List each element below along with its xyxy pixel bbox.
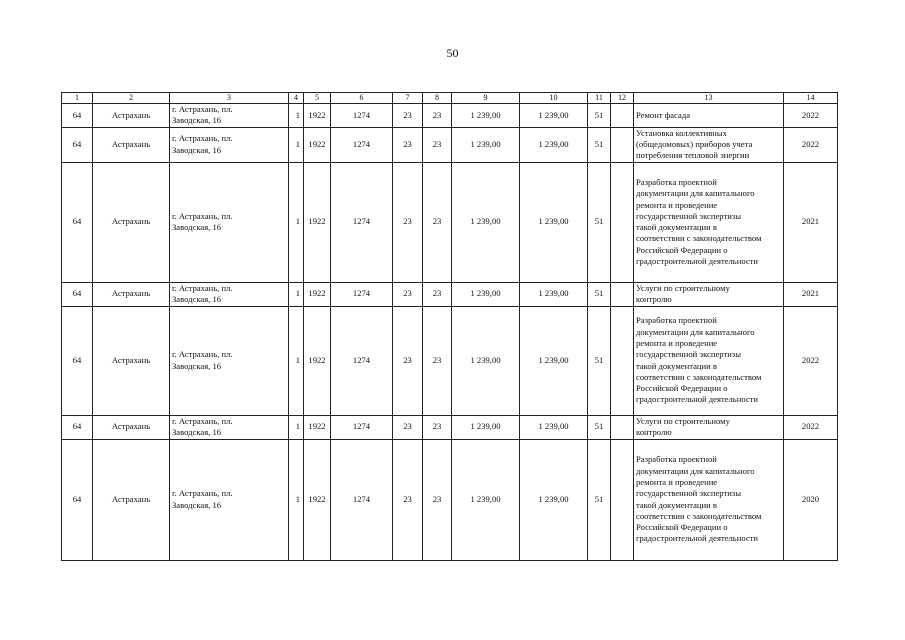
cell-address-line: г. Астрахань, пл. [172, 349, 233, 360]
cell-number [62, 439, 93, 560]
cell-col7-line: 23 [403, 138, 412, 149]
cell-address-line: Заводская, 16 [172, 427, 222, 438]
cell-col4 [289, 282, 304, 306]
cell-number [62, 306, 93, 415]
cell-planned-year [784, 282, 838, 306]
cell-work-type-line: Разработка проектной [636, 315, 717, 326]
column-header: 3 [170, 93, 289, 104]
cell-col9-line: 1 239,00 [470, 354, 501, 365]
cell-col8-line: 23 [432, 216, 442, 227]
column-header: 13 [634, 93, 784, 104]
table-row [62, 127, 838, 162]
cell-col4 [289, 127, 304, 162]
cell-col11 [588, 306, 611, 415]
cell-col4-line: 1 [295, 109, 300, 120]
cell-number-line: 64 [72, 421, 82, 432]
column-header: 14 [784, 93, 838, 104]
cell-col7-line: 23 [403, 288, 412, 299]
cell-col7 [393, 104, 423, 128]
column-header: 1 [62, 93, 93, 104]
cell-col7-line: 23 [403, 109, 412, 120]
cell-work-type-line: Услуги по строительному [636, 282, 730, 293]
cell-planned-year-line: 2022 [801, 138, 820, 149]
cell-col8 [423, 162, 452, 282]
cell-year-built [304, 306, 331, 415]
cell-col10-line: 1 239,00 [538, 138, 569, 149]
cell-col11 [588, 415, 611, 439]
cell-col6 [331, 306, 393, 415]
cell-work-type-line: Российской Федерации о [636, 383, 728, 394]
cell-col4-line: 1 [295, 421, 300, 432]
cell-col11-line: 51 [594, 493, 604, 504]
cell-year-built-line: 1922 [308, 354, 326, 365]
cell-work-type-line: ремонта и проведение [636, 338, 718, 348]
cell-col4 [289, 306, 304, 415]
cell-col6-line: 1274 [352, 216, 371, 227]
cell-year-built [304, 439, 331, 560]
cell-year-built [304, 104, 331, 128]
cell-col6-line: 1274 [352, 354, 371, 365]
cell-work-type-line: Разработка проектной [636, 176, 717, 187]
cell-work-type-line: такой документации в [636, 222, 717, 233]
table-row [62, 162, 838, 282]
cell-col11 [588, 127, 611, 162]
cell-work-type-line: Российской Федерации о [636, 522, 728, 533]
cell-col6 [331, 282, 393, 306]
table-row [62, 306, 838, 415]
cell-work-type-line: такой документации в [636, 499, 717, 510]
cell-col9-line: 1 239,00 [470, 421, 501, 432]
cell-col12 [611, 282, 634, 306]
cell-col10-line: 1 239,00 [538, 288, 569, 299]
cell-col11 [588, 439, 611, 560]
cell-col6 [331, 439, 393, 560]
cell-work-type-line: градостроительной деятельности [636, 394, 759, 405]
cell-col4-line: 1 [295, 354, 300, 365]
cell-work-type-line: контролю [636, 294, 672, 305]
cell-col7 [393, 439, 423, 560]
cell-col10-line: 1 239,00 [538, 354, 569, 365]
cell-work-type-line: государственной экспертизы [636, 488, 741, 499]
cell-address [170, 306, 289, 415]
cell-work-type-line: документации для капитального [636, 465, 755, 476]
cell-planned-year [784, 306, 838, 415]
cell-work-type-line: такой документации в [636, 360, 717, 371]
cell-work-type [634, 306, 784, 415]
cell-col12 [611, 162, 634, 282]
cell-col6-line: 1274 [352, 493, 371, 504]
column-header: 7 [393, 93, 423, 104]
cell-col12 [611, 104, 634, 128]
cell-municipality [93, 439, 170, 560]
cell-col11 [588, 162, 611, 282]
cell-municipality [93, 306, 170, 415]
cell-col11-line: 51 [594, 288, 604, 299]
cell-address-line: г. Астрахань, пл. [172, 104, 233, 114]
cell-col7-line: 23 [403, 216, 412, 227]
cell-col10 [520, 104, 588, 128]
cell-col6-line: 1274 [352, 109, 371, 120]
cell-planned-year [784, 127, 838, 162]
cell-work-type-line: градостроительной деятельности [636, 533, 759, 544]
cell-col9 [452, 306, 520, 415]
cell-col9-line: 1 239,00 [470, 216, 501, 227]
cell-municipality-line: Астрахань [111, 354, 151, 365]
cell-municipality [93, 127, 170, 162]
cell-municipality [93, 282, 170, 306]
cell-address [170, 104, 289, 128]
cell-col9 [452, 104, 520, 128]
cell-work-type-line: ремонта и проведение [636, 477, 718, 487]
cell-number-line: 64 [72, 138, 82, 149]
cell-col6 [331, 162, 393, 282]
cell-col9 [452, 415, 520, 439]
cell-address-line: Заводская, 16 [172, 222, 222, 233]
cell-col12 [611, 127, 634, 162]
cell-address-line: Заводская, 16 [172, 360, 222, 371]
cell-col10 [520, 282, 588, 306]
cell-address-line: г. Астрахань, пл. [172, 133, 233, 144]
cell-work-type-line: Российской Федерации о [636, 244, 728, 255]
page-number: 50 [446, 46, 459, 60]
column-header: 12 [611, 93, 634, 104]
cell-col11-line: 51 [594, 138, 604, 149]
cell-col10 [520, 306, 588, 415]
cell-col8-line: 23 [432, 493, 442, 504]
cell-work-type-line: документации для капитального [636, 326, 755, 337]
cell-work-type [634, 282, 784, 306]
cell-col9 [452, 282, 520, 306]
cell-number [62, 415, 93, 439]
table-row [62, 439, 838, 560]
cell-work-type-line: документации для капитального [636, 188, 755, 199]
cell-number-line: 64 [72, 493, 82, 504]
cell-col11-line: 51 [594, 421, 604, 432]
cell-work-type-line: Ремонт фасада [636, 109, 691, 120]
cell-col8-line: 23 [432, 288, 442, 299]
column-header: 8 [423, 93, 452, 104]
cell-address-line: г. Астрахань, пл. [172, 210, 233, 221]
cell-col8-line: 23 [432, 109, 442, 120]
cell-work-type-line: (общедомовых) приборов учета [636, 138, 753, 149]
cell-col9-line: 1 239,00 [470, 288, 501, 299]
cell-col9 [452, 439, 520, 560]
cell-col7 [393, 306, 423, 415]
column-header: 4 [289, 93, 304, 104]
cell-address-line: Заводская, 16 [172, 115, 222, 126]
cell-work-type-line: ремонта и проведение [636, 199, 718, 210]
cell-col12 [611, 306, 634, 415]
cell-municipality [93, 104, 170, 128]
cell-work-type [634, 415, 784, 439]
cell-planned-year [784, 439, 838, 560]
cell-col8 [423, 282, 452, 306]
cell-work-type-line: государственной экспертизы [636, 349, 741, 360]
cell-year-built-line: 1922 [308, 493, 326, 504]
cell-address-line: г. Астрахань, пл. [172, 282, 233, 293]
cell-year-built-line: 1922 [308, 138, 326, 149]
cell-col9 [452, 127, 520, 162]
cell-year-built [304, 415, 331, 439]
cell-col8 [423, 439, 452, 560]
cell-number-line: 64 [72, 354, 82, 365]
cell-col10 [520, 439, 588, 560]
cell-col4-line: 1 [295, 493, 300, 504]
cell-work-type-line: Разработка проектной [636, 454, 717, 465]
cell-planned-year-line: 2021 [801, 216, 820, 227]
column-header: 2 [93, 93, 170, 104]
cell-address-line: г. Астрахань, пл. [172, 488, 233, 499]
cell-col10 [520, 415, 588, 439]
cell-col10-line: 1 239,00 [538, 216, 569, 227]
cell-col9-line: 1 239,00 [470, 109, 501, 120]
cell-col8-line: 23 [432, 421, 442, 432]
cell-col9-line: 1 239,00 [470, 493, 501, 504]
cell-col8 [423, 104, 452, 128]
cell-col4-line: 1 [295, 288, 300, 299]
cell-address-line: Заводская, 16 [172, 294, 222, 305]
cell-work-type-line: государственной экспертизы [636, 210, 741, 221]
cell-col7 [393, 162, 423, 282]
table-row [62, 104, 838, 128]
cell-planned-year-line: 2021 [801, 288, 820, 299]
cell-address-line: Заводская, 16 [172, 499, 222, 510]
cell-year-built-line: 1922 [308, 109, 326, 120]
cell-planned-year-line: 2022 [801, 109, 820, 120]
cell-col8-line: 23 [432, 354, 442, 365]
column-header: 10 [520, 93, 588, 104]
cell-number-line: 64 [72, 216, 82, 227]
cell-municipality-line: Астрахань [111, 421, 151, 432]
cell-work-type [634, 162, 784, 282]
cell-year-built-line: 1922 [308, 216, 326, 227]
cell-col6 [331, 415, 393, 439]
cell-municipality-line: Астрахань [111, 109, 151, 120]
cell-work-type-line: потребления тепловой энергии [636, 150, 750, 161]
cell-col6 [331, 104, 393, 128]
cell-work-type [634, 439, 784, 560]
cell-col4 [289, 415, 304, 439]
cell-col11-line: 51 [594, 354, 604, 365]
cell-number-line: 64 [72, 288, 82, 299]
cell-col12 [611, 415, 634, 439]
column-number-row [62, 93, 838, 104]
cell-col11-line: 51 [594, 109, 604, 120]
cell-number [62, 282, 93, 306]
cell-col10 [520, 127, 588, 162]
cell-planned-year-line: 2022 [801, 354, 820, 365]
column-header: 11 [588, 93, 611, 104]
cell-planned-year [784, 162, 838, 282]
cell-work-type [634, 104, 784, 128]
cell-number [62, 127, 93, 162]
cell-planned-year-line: 2020 [801, 493, 820, 504]
cell-address [170, 127, 289, 162]
cell-address [170, 415, 289, 439]
cell-col6 [331, 127, 393, 162]
cell-year-built-line: 1922 [308, 288, 326, 299]
cell-col10-line: 1 239,00 [538, 421, 569, 432]
cell-col11-line: 51 [594, 216, 604, 227]
cell-col4 [289, 162, 304, 282]
cell-col4 [289, 104, 304, 128]
cell-planned-year-line: 2022 [801, 421, 820, 432]
cell-work-type-line: градостроительной деятельности [636, 255, 759, 266]
cell-address [170, 162, 289, 282]
table-row [62, 415, 838, 439]
cell-col10-line: 1 239,00 [538, 493, 569, 504]
column-header: 9 [452, 93, 520, 104]
cell-address-line: г. Астрахань, пл. [172, 415, 233, 426]
cell-address-line: Заводская, 16 [172, 144, 222, 155]
cell-col10-line: 1 239,00 [538, 109, 569, 120]
cell-address [170, 439, 289, 560]
cell-year-built [304, 127, 331, 162]
cell-year-built [304, 162, 331, 282]
cell-work-type-line: Установка коллективных [636, 127, 727, 138]
cell-work-type-line: соответствии с законодательством [636, 510, 762, 521]
cell-col8 [423, 127, 452, 162]
cell-col4-line: 1 [295, 216, 300, 227]
cell-col6-line: 1274 [352, 421, 371, 432]
cell-col12 [611, 439, 634, 560]
cell-col8 [423, 306, 452, 415]
cell-col7 [393, 127, 423, 162]
table-body [62, 93, 838, 561]
cell-col7-line: 23 [403, 421, 412, 432]
cell-work-type-line: Услуги по строительному [636, 415, 730, 426]
cell-col7-line: 23 [403, 354, 412, 365]
cell-work-type-line: соответствии с законодательством [636, 371, 762, 382]
cell-col4 [289, 439, 304, 560]
cell-year-built [304, 282, 331, 306]
cell-work-type [634, 127, 784, 162]
cell-number-line: 64 [72, 109, 82, 120]
cell-col7 [393, 282, 423, 306]
cell-municipality-line: Астрахань [111, 493, 151, 504]
cell-col9 [452, 162, 520, 282]
table-row [62, 282, 838, 306]
cell-col8 [423, 415, 452, 439]
cell-col11 [588, 282, 611, 306]
cell-col6-line: 1274 [352, 138, 371, 149]
cell-col7-line: 23 [403, 493, 412, 504]
cell-planned-year [784, 104, 838, 128]
cell-municipality [93, 162, 170, 282]
column-header: 6 [331, 93, 393, 104]
cell-col8-line: 23 [432, 138, 442, 149]
cell-col7 [393, 415, 423, 439]
cell-planned-year [784, 415, 838, 439]
cell-municipality-line: Астрахань [111, 138, 151, 149]
repair-plan-table [61, 92, 838, 561]
cell-number [62, 104, 93, 128]
cell-municipality-line: Астрахань [111, 216, 151, 227]
cell-col10 [520, 162, 588, 282]
cell-col6-line: 1274 [352, 288, 371, 299]
cell-municipality-line: Астрахань [111, 288, 151, 299]
column-header: 5 [304, 93, 331, 104]
cell-col11 [588, 104, 611, 128]
cell-number [62, 162, 93, 282]
cell-work-type-line: контролю [636, 427, 672, 438]
cell-year-built-line: 1922 [308, 421, 326, 432]
cell-work-type-line: соответствии с законодательством [636, 233, 762, 244]
cell-col4-line: 1 [295, 138, 300, 149]
cell-municipality [93, 415, 170, 439]
cell-col9-line: 1 239,00 [470, 138, 501, 149]
cell-address [170, 282, 289, 306]
